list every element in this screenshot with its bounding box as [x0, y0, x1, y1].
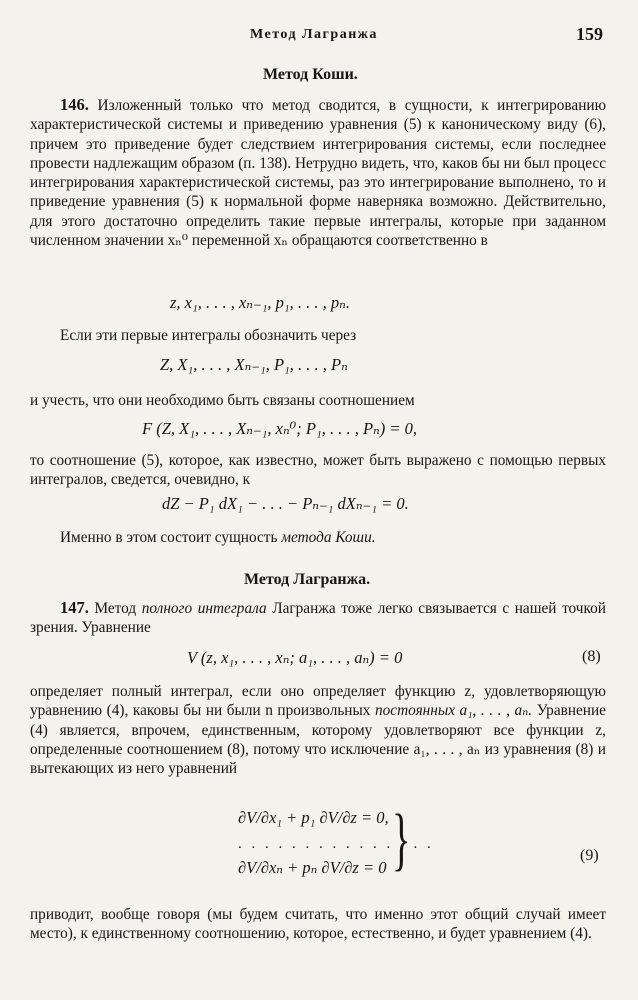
equation-system-dots: . . . . . . . . . . . . . . . — [238, 836, 434, 852]
paragraph-text: Именно в этом состоит сущность — [60, 529, 278, 546]
equation-number: (9) — [580, 847, 599, 864]
equation-first-integrals: Z, X₁, . . . , Xₙ₋₁, P₁, . . . , Pₙ — [160, 355, 348, 374]
paragraph-number: 147. — [60, 598, 89, 617]
paragraph-text: приводит, вообще говоря (мы будем считать, что именно этот общий случай имеет место), к единственному соотношению, которое, естественно, и будет уравнением (4). — [30, 906, 606, 943]
section-title-lagrange: Метод Лагранжа. — [244, 571, 371, 588]
paragraph-text: и учесть, что они необходимо быть связаны соотношением — [30, 392, 415, 409]
paragraph-147 — [30, 598, 606, 638]
italic-term: полного интеграла — [141, 600, 267, 617]
section-title-cauchy: Метод Коши. — [263, 66, 358, 83]
paragraph-text: Изложенный только что метод сводится, в сущности, к интегрированию характеристической системы и приведению уравнения (5) к каноническому виду (6), причем это приведение будет следствием интегрирования системы, если последнее провести надлежащим образом (п. 138). Нетрудно видеть, что, каков бы ни был процесс интегрирования характеристической системы, раз это интегрирование выполнено, то и приведение уравнения (5) к нормальной форме наверняка возможно. Действительно, для этого достаточно определить такие первые интегралы, которые при заданном численном значении xₙ⁰ переменной xₙ обращаются соответственно в — [30, 97, 607, 250]
equation-variables-list: z, x₁, . . . , xₙ₋₁, p₁, . . . , pₙ. — [170, 293, 350, 312]
page-number: 159 — [576, 24, 603, 44]
paragraph-lagrange-body — [30, 682, 606, 778]
equation-complete-integral: V (z, x₁, . . . , xₙ; a₁, . . . , aₙ) = 0 — [187, 648, 403, 667]
equation-system-last: ∂V/∂xₙ + pₙ ∂V/∂z = 0 — [238, 858, 387, 877]
paragraph-text: Метод — [94, 600, 137, 617]
right-brace-symbol: } — [392, 801, 411, 878]
paragraph-text: Уравнение (4) является, впрочем, единственным, которому удовлетворяют все функции z, определенные соотношением (8), потому что исключение a₁, . . . , aₙ из уравнения (8) и вытекающих из него уравнений — [30, 702, 606, 778]
paragraph-text: Лагранжа тоже легко связывается с нашей точкой зрения. Уравнение — [30, 600, 606, 637]
paragraph-146 — [30, 95, 606, 250]
equation-number: (8) — [582, 648, 601, 665]
paragraph-number: 146. — [60, 95, 89, 114]
italic-term: постоянных a₁, . . . , aₙ. — [374, 702, 533, 720]
equation-relation-f: F (Z, X₁, . . . , Xₙ₋₁, xₙ⁰; P₁, . . . , Pₙ) = 0, — [142, 419, 417, 438]
paragraph-cauchy-essence — [30, 528, 606, 547]
paragraph-text: то соотношение (5), которое, как известно, может быть выражено с помощью первых интегралов, сведется, очевидно, к — [30, 452, 606, 489]
paragraph-text: Если эти первые интегралы обозначить через — [60, 327, 357, 344]
paragraph-text: определяет полный интеграл, если оно определяет функцию z, удовлетворяющую уравнению (4), каковы бы ни были n произвольных — [30, 683, 606, 720]
running-head: Метод Лагранжа — [250, 27, 378, 42]
equation-system-first: ∂V/∂x₁ + p₁ ∂V/∂z = 0, — [238, 808, 389, 827]
equation-pfaff-form: dZ − P₁ dX₁ − . . . − Pₙ₋₁ dXₙ₋₁ = 0. — [162, 494, 409, 513]
italic-term: метода Коши. — [281, 529, 376, 546]
